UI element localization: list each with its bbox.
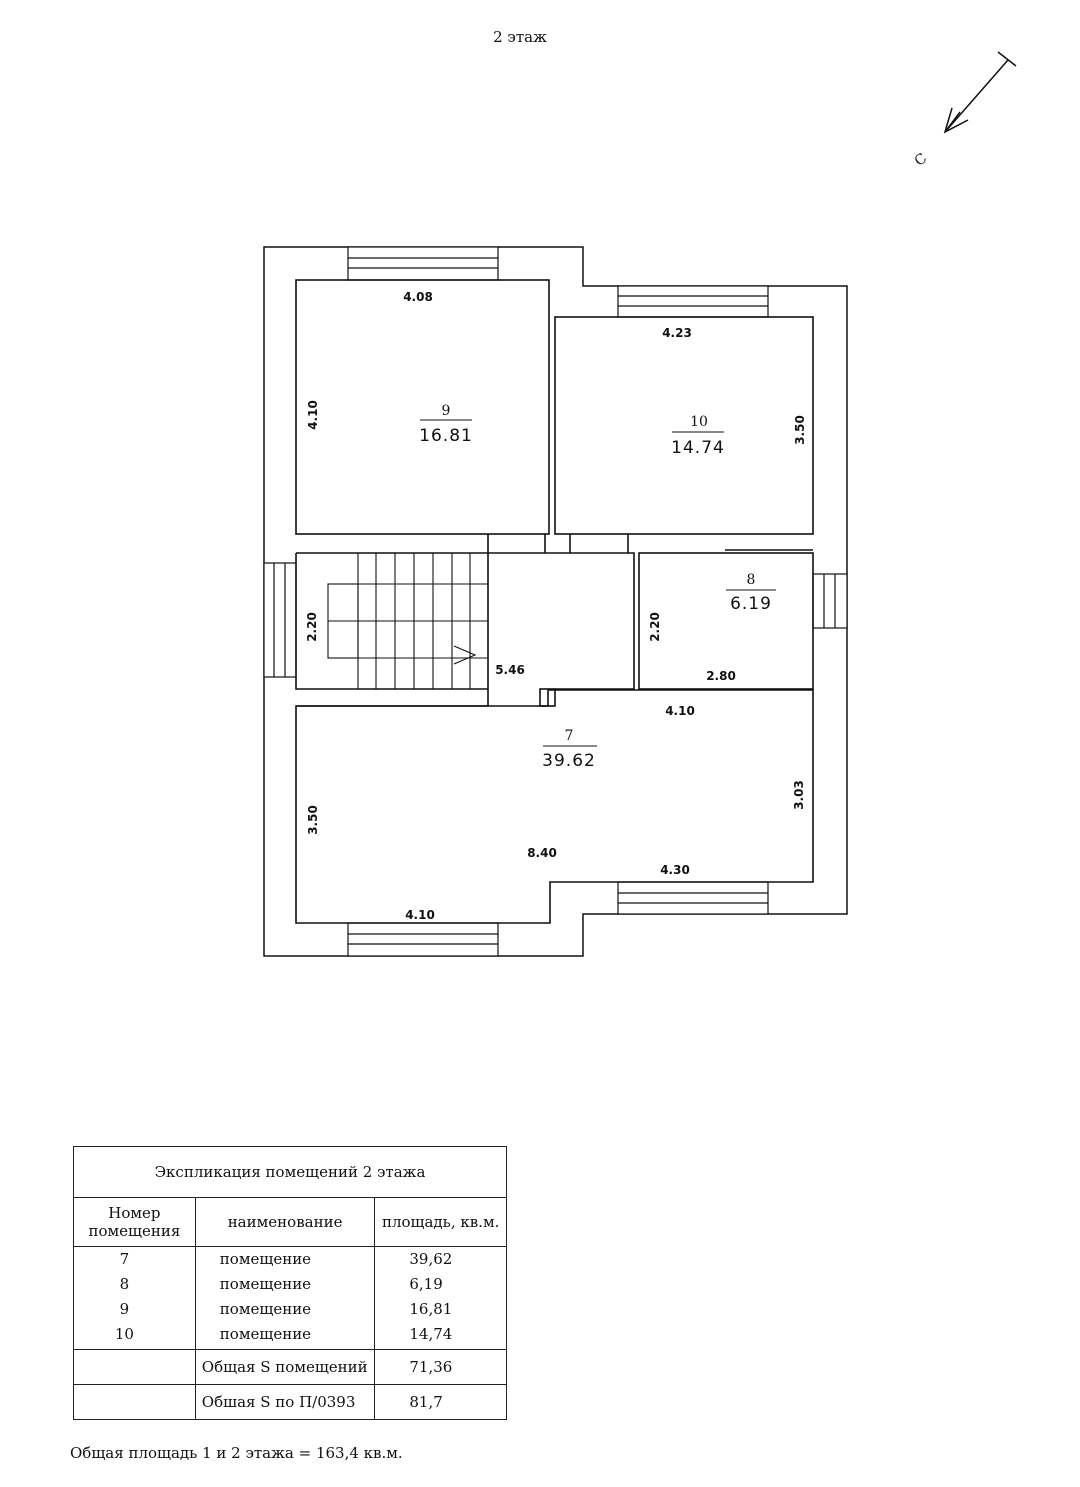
row-name: помещение bbox=[219, 1275, 312, 1293]
svg-text:3.03: 3.03 bbox=[792, 780, 806, 810]
svg-text:4.30: 4.30 bbox=[660, 863, 690, 877]
row-number: 7 bbox=[119, 1250, 130, 1268]
row-number: 10 bbox=[114, 1325, 134, 1343]
total-empty-cell bbox=[74, 1350, 196, 1385]
svg-text:39.62: 39.62 bbox=[542, 751, 596, 771]
svg-text:3.50: 3.50 bbox=[793, 415, 807, 445]
row-name: помещение bbox=[219, 1325, 312, 1343]
staircase bbox=[328, 553, 488, 689]
svg-text:4.10: 4.10 bbox=[405, 908, 435, 922]
room-10-label bbox=[671, 414, 725, 458]
svg-text:2.20: 2.20 bbox=[648, 612, 662, 642]
svg-text:4.23: 4.23 bbox=[662, 326, 692, 340]
room-8-label bbox=[726, 572, 776, 614]
svg-text:10: 10 bbox=[690, 414, 708, 430]
row-area: 39,62 bbox=[409, 1250, 453, 1268]
room-10-outline bbox=[555, 317, 813, 534]
svg-text:3.50: 3.50 bbox=[306, 805, 320, 835]
svg-text:6.19: 6.19 bbox=[730, 594, 772, 614]
row-number: 8 bbox=[119, 1275, 130, 1293]
svg-text:4.08: 4.08 bbox=[403, 290, 433, 304]
north-arrow-icon bbox=[945, 52, 1016, 132]
header-name: наименование bbox=[195, 1198, 375, 1247]
floor-title: 2 этаж bbox=[493, 28, 547, 46]
footer-total: Общая площадь 1 и 2 этажа = 163,4 кв.м. bbox=[70, 1444, 403, 1462]
room-9-label bbox=[419, 403, 473, 446]
total-label: Общая S помещений bbox=[195, 1350, 375, 1385]
svg-text:8.40: 8.40 bbox=[527, 846, 557, 860]
room-9-outline bbox=[296, 280, 549, 534]
svg-text:5.46: 5.46 bbox=[495, 663, 525, 677]
row-name: помещение bbox=[219, 1300, 312, 1318]
room-7-label bbox=[542, 728, 597, 771]
explication-table bbox=[73, 1146, 507, 1420]
total-label: Обшая S по П/0393 bbox=[195, 1385, 375, 1420]
compass-label: С bbox=[911, 150, 931, 170]
row-area: 6,19 bbox=[409, 1275, 443, 1293]
row-number: 9 bbox=[119, 1300, 130, 1318]
svg-text:2.80: 2.80 bbox=[706, 669, 736, 683]
total-value: 71,36 bbox=[375, 1350, 507, 1385]
svg-text:4.10: 4.10 bbox=[306, 400, 320, 430]
header-area: площадь, кв.м. bbox=[375, 1198, 507, 1247]
svg-text:14.74: 14.74 bbox=[671, 438, 725, 458]
column-areas bbox=[375, 1247, 507, 1350]
svg-text:9: 9 bbox=[441, 403, 451, 419]
svg-text:16.81: 16.81 bbox=[419, 426, 473, 446]
svg-text:4.10: 4.10 bbox=[665, 704, 695, 718]
column-names bbox=[195, 1247, 375, 1350]
total-value: 81,7 bbox=[375, 1385, 507, 1420]
svg-text:7: 7 bbox=[564, 728, 574, 744]
table-caption: Экспликация помещений 2 этажа bbox=[74, 1147, 507, 1198]
total-empty-cell bbox=[74, 1385, 196, 1420]
svg-text:8: 8 bbox=[746, 572, 756, 588]
header-number: Номер помещения bbox=[74, 1198, 196, 1247]
row-name: помещение bbox=[219, 1250, 312, 1268]
row-area: 16,81 bbox=[409, 1300, 453, 1318]
column-numbers bbox=[74, 1247, 196, 1350]
row-area: 14,74 bbox=[409, 1325, 453, 1343]
svg-text:2.20: 2.20 bbox=[305, 612, 319, 642]
